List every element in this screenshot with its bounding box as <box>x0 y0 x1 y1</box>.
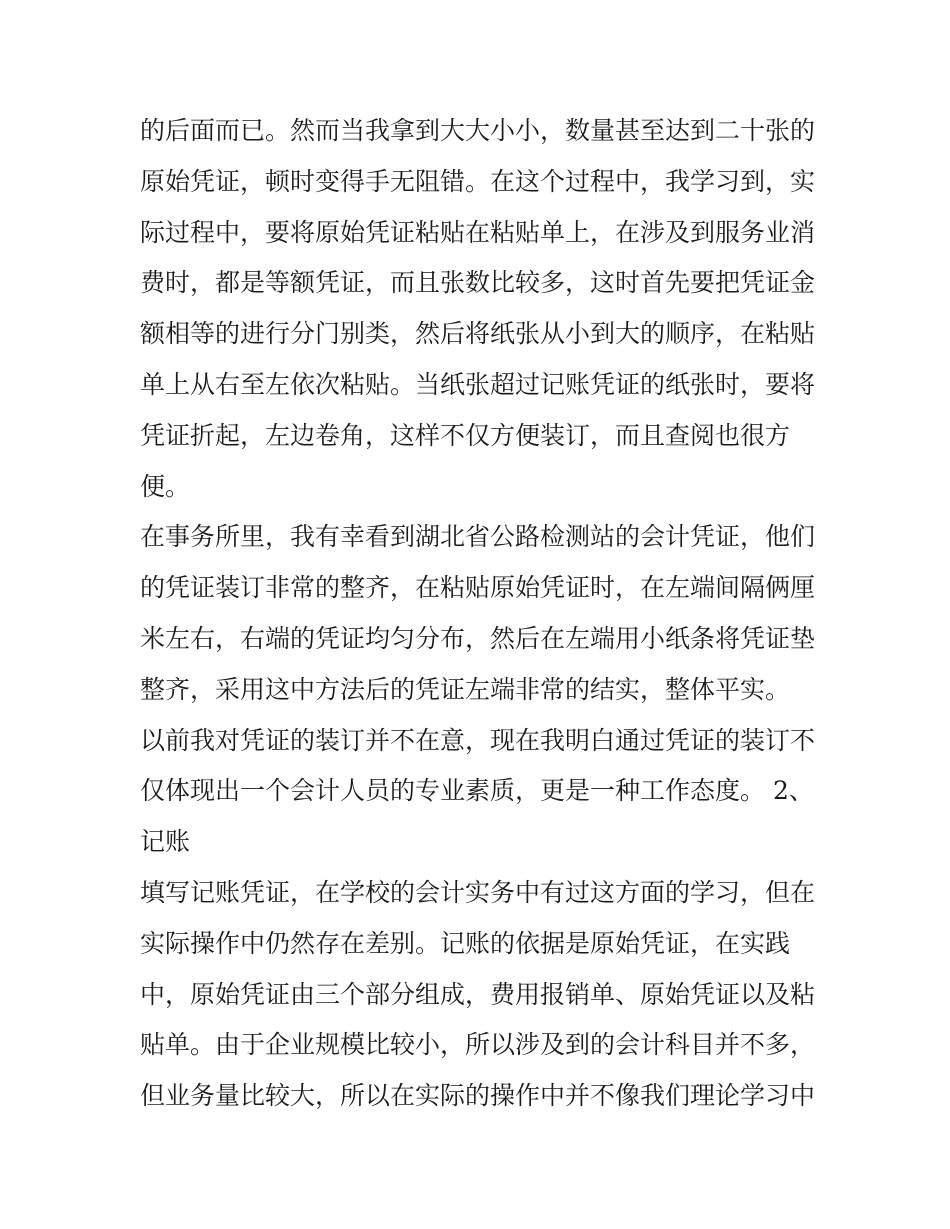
text-line: 凭证折起，左边卷角，这样不仅方便装订，而且查阅也很方 <box>140 420 791 450</box>
text-line: 实际操作中仍然存在差别。记账的依据是原始凭证，在实践 <box>140 928 791 958</box>
text-line: 便。 <box>140 471 191 501</box>
text-line: 整齐，采用这中方法后的凭证左端非常的结实，整体平实。 <box>140 674 791 704</box>
text-line: 的凭证装订非常的整齐，在粘贴原始凭证时，在左端间隔俩厘 <box>140 573 816 603</box>
text-line: 中，原始凭证由三个部分组成，费用报销单、原始凭证以及粘 <box>140 979 816 1009</box>
text-line: 单上从右至左依次粘贴。当纸张超过记账凭证的纸张时，要将 <box>140 369 816 399</box>
text-line: 仅体现出一个会计人员的专业素质，更是一种工作态度。 2、 <box>140 776 814 806</box>
text-line: 的后面而已。然而当我拿到大大小小，数量甚至达到二十张的 <box>140 116 816 145</box>
text-line: 际过程中，要将原始凭证粘贴在粘贴单上，在涉及到服务业消 <box>140 217 816 247</box>
text-line: 但业务量比较大，所以在实际的操作中并不像我们理论学习中 <box>140 1081 816 1111</box>
text-line: 费时，都是等额凭证，而且张数比较多，这时首先要把凭证金 <box>140 268 816 298</box>
section-heading: 记账 <box>140 827 191 857</box>
text-line: 填写记账凭证，在学校的会计实务中有过这方面的学习，但在 <box>140 877 816 907</box>
text-line: 以前我对凭证的装订并不在意，现在我明白通过凭证的装订不 <box>140 725 816 755</box>
body-text <box>140 106 820 1122</box>
text-line: 在事务所里，我有幸看到湖北省公路检测站的会计凭证，他们 <box>140 522 816 552</box>
text-line: 米左右，右端的凭证均匀分布，然后在左端用小纸条将凭证垫 <box>140 623 816 653</box>
text-line: 贴单。由于企业规模比较小，所以涉及到的会计科目并不多， <box>140 1030 816 1060</box>
text-line: 额相等的进行分门别类，然后将纸张从小到大的顺序，在粘贴 <box>140 319 816 349</box>
text-line: 原始凭证，顿时变得手无阻错。在这个过程中，我学习到，实 <box>140 166 816 196</box>
